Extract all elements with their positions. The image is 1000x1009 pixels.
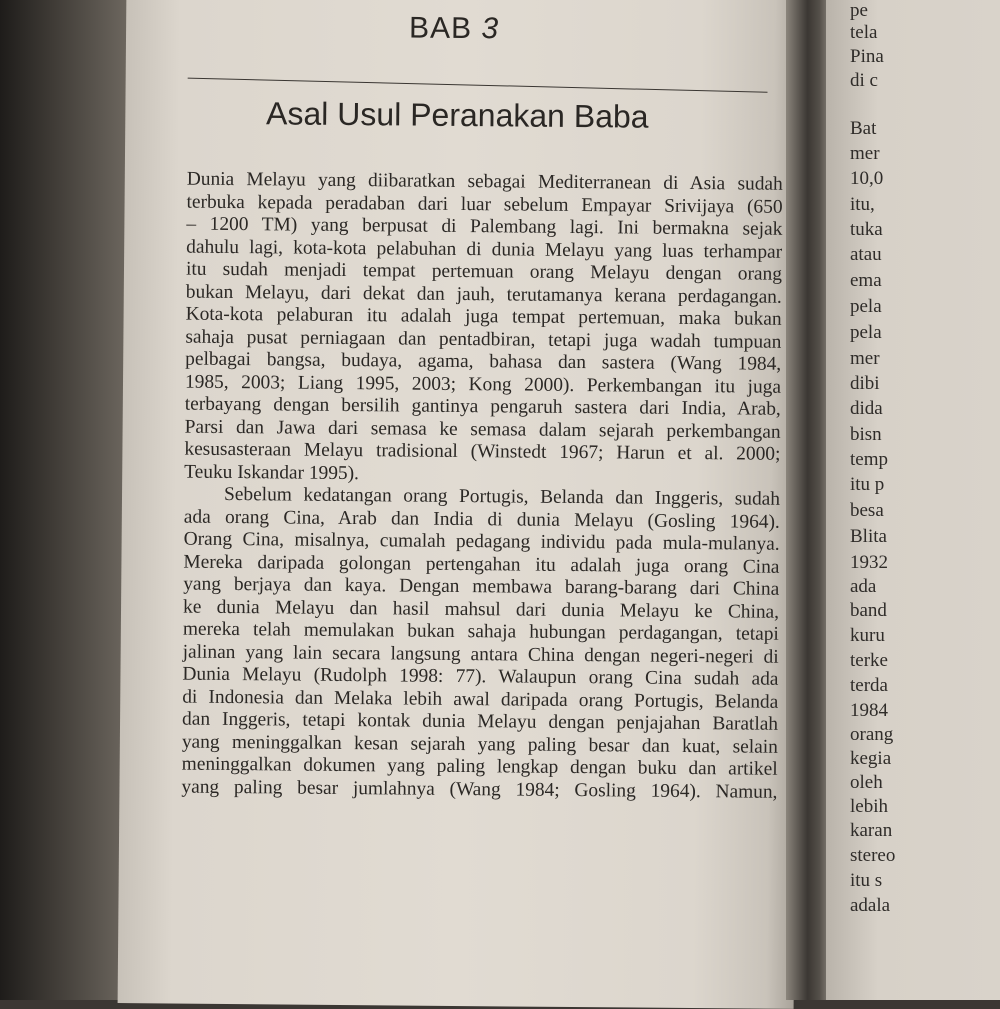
text-line: meninggalkan dokumen yang paling lengkap dengan buku dan artikel [181,753,778,780]
text-line: jalinan yang lain secara langsung antara China dengan negeri-negeri di [182,641,779,668]
right-page-text-fragment: 1984 [850,700,888,721]
text-line: terbuka kepada peradaban dari luar sebelum Empayar Srivijaya (650 [186,191,783,218]
text-line: mereka telah memulakan bukan sahaja hubungan perdagangan, tetapi [182,618,779,645]
right-page-text-fragment: band [850,600,887,621]
right-page-text-fragment: ema [850,270,882,291]
right-page-text-fragment: orang [850,724,894,745]
text-line: Parsi dan Jawa dari semasa ke semasa dalam sejarah perkembangan [184,416,781,443]
right-page-text-fragment: mer [850,143,880,164]
right-page-text-fragment: atau [850,244,882,265]
right-page-text-fragment: Pina [850,46,884,67]
text-line: Kota-kota pelaburan itu adalah juga tempat pertemuan, maka bukan [185,303,782,330]
text-line: Mereka daripada golongan pertengahan itu adalah juga orang Cina [183,551,780,578]
right-page-text-fragment: stereo [850,845,896,866]
right-page-text-fragment: lebih [850,796,888,817]
chapter-label: BAB [408,11,473,46]
right-page-text-fragment: tela [850,22,878,43]
text-line: Dunia Melayu yang diibaratkan sebagai Mediterranean di Asia sudah [186,168,783,195]
text-line: Orang Cina, misalnya, cumalah pedagang individu pada mula-mulanya. [183,528,780,555]
text-line: ada orang Cina, Arab dan India di dunia Melayu (Gosling 1964). [183,506,780,533]
right-page-text-fragment: besa [850,500,884,521]
text-line: dahulu lagi, kota-kota pelabuhan di dunia Melayu yang luas terhampar [186,236,783,263]
text-line: pelbagai bangsa, budaya, agama, bahasa dan sastera (Wang 1984, [185,348,782,375]
right-page-text-fragment: karan [850,820,893,841]
right-page-text-fragment: dida [850,398,883,419]
right-page-text-fragment: terke [850,650,888,671]
right-page-text-fragment: itu p [850,474,885,495]
right-page-text-fragment: bisn [850,424,882,445]
right-page-text-fragment: pela [850,322,882,343]
text-line: yang paling besar jumlahnya (Wang 1984; Gosling 1964). Namun, [181,776,778,803]
right-page-text-fragment: Blita [850,526,887,547]
right-page-text-fragment: ada [850,576,877,597]
right-page-text-fragment: mer [850,348,880,369]
text-line: ke dunia Melayu dan hasil mahsul dari dunia Melayu ke China, [182,596,780,623]
chapter-divider-rule [188,78,768,93]
text-line: bukan Melayu, dari dekat dan jauh, terutamanya kerana perdagangan. [185,281,782,308]
right-page-text-fragment: pela [850,296,882,317]
right-page-text-fragment: itu, [850,194,875,215]
text-line: itu sudah menjadi tempat pertemuan orang Melayu dengan orang [185,258,783,285]
right-page-text-fragment: kuru [850,625,885,646]
text-line: yang meninggalkan kesan sejarah yang paling besar dan kuat, selain [181,731,778,758]
right-page-text-fragment: di c [850,70,878,91]
chapter-number-value: 3 [481,12,500,46]
right-page-text-fragment: adala [850,895,891,916]
text-line: yang berjaya dan kaya. Dengan membawa barang-barang dari China [183,573,780,600]
right-page-text-fragment: 10,0 [850,168,884,189]
book-page-left [118,0,803,1009]
right-page-text-fragment: 1932 [850,552,888,573]
right-page-text-fragment: pe [850,0,868,21]
book-page-right-partial [826,0,1000,1000]
text-line: Dunia Melayu (Rudolph 1998: 77). Walaupun orang Cina sudah ada [182,663,779,690]
right-page-text-fragment: itu s [850,870,883,891]
text-line: di Indonesia dan Melaka lebih awal daripada orang Portugis, Belanda [182,686,779,713]
right-page-text-fragment: temp [850,449,888,470]
body-text [181,169,782,804]
right-page-text-fragment: tuka [850,219,883,240]
text-line: sahaja pusat perniagaan dan pentadbiran, tetapi juga wadah tumpuan [185,326,782,353]
right-page-text-fragment: dibi [850,373,880,394]
text-line: Sebelum kedatangan orang Portugis, Belanda dan Inggeris, sudah [223,483,781,510]
right-page-text-fragment: terda [850,675,888,696]
right-page-text-fragment: Bat [850,118,877,139]
text-line: Teuku Iskandar 1995). [184,461,360,484]
left-gutter-shadow [0,0,128,1000]
text-line: terbayang dengan bersilih gantinya pengaruh sastera dari India, Arab, [184,393,781,420]
chapter-number [118,9,793,49]
text-line: – 1200 TM) yang berpusat di Palembang lagi. Ini bermakna sejak [186,213,783,240]
right-page-text-fragment: kegia [850,748,892,769]
text-line: dan Inggeris, tetapi kontak dunia Melayu dengan penjajahan Baratlah [181,708,779,735]
right-page-text-fragment: oleh [850,772,883,793]
text-line: kesusasteraan Melayu tradisional (Winstedt 1967; Harun et al. 2000; [184,438,781,465]
text-line: 1985, 2003; Liang 1995, 2003; Kong 2000). Perkembangan itu juga [184,371,782,398]
chapter-title: Asal Usul Peranakan Baba [265,95,649,135]
